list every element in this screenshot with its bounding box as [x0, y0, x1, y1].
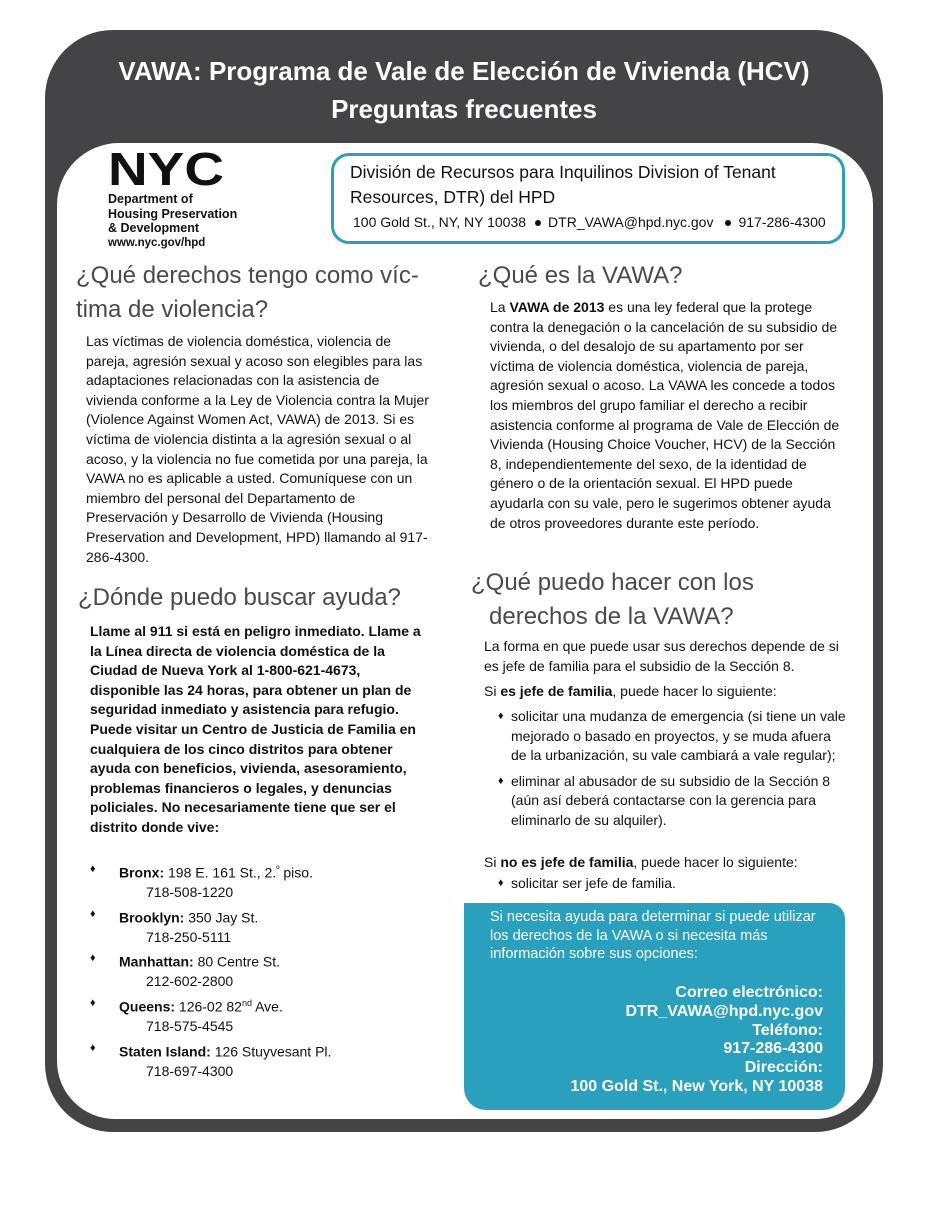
head-of-household-line	[484, 682, 850, 702]
diamond-bullet-icon: ♦	[90, 907, 96, 920]
address-label: Dirección:	[744, 1059, 823, 1077]
office-phone[interactable]: 718-508-1220	[146, 884, 234, 901]
diamond-bullet-icon: ♦	[90, 952, 96, 965]
vawa-body-prefix: La	[490, 299, 510, 315]
office-address: 126-02 82	[178, 998, 242, 1015]
list-item-text: eliminar al abusador de su subsidio de la Sección 8 (aún así deberá contactarse con la gerencia para eliminarlo de su alquiler).	[511, 772, 831, 828]
office-item	[90, 949, 390, 992]
vawa-body	[490, 298, 844, 533]
office-address: 198 E. 161 St., 2.	[168, 864, 277, 881]
office-borough: Brooklyn:	[119, 909, 185, 926]
rights-heading-line-1: ¿Qué derechos tengo como víc-	[76, 262, 419, 289]
office-borough: Manhattan:	[119, 953, 194, 970]
page-title	[45, 52, 883, 128]
contact-callout	[464, 903, 845, 1110]
bullet-dot-icon	[725, 220, 731, 226]
bullet-dot-icon	[535, 220, 541, 226]
vawa-heading: ¿Qué es la VAWA?	[478, 262, 683, 289]
head-of-household-list	[498, 707, 848, 836]
list-item-text: solicitar una mudanza de emergencia (si tiene un vale mejorado o basado en proyectos, y se muda afuera de la urbanización, su vale cambiará a vale regular);	[511, 708, 846, 763]
phone-link[interactable]: 917-286-4300	[723, 1040, 823, 1058]
office-phone[interactable]: 718-697-4300	[146, 1062, 234, 1079]
list-item-text: solicitar ser jefe de familia.	[511, 875, 676, 891]
address-value: 100 Gold St., New York, NY 10038	[570, 1077, 823, 1095]
office-item	[90, 860, 390, 903]
title-line-2: Preguntas frecuentes	[331, 94, 597, 124]
diamond-bullet-icon: ♦	[498, 774, 504, 787]
dtr-address: 100 Gold St., NY, NY 10038	[353, 214, 527, 230]
office-address: 80 Centre St.	[197, 953, 281, 970]
callout-intro: Si necesita ayuda para determinar si puede utilizar los derechos de la VAWA o si necesita más información sobre sus opciones:	[490, 909, 816, 963]
diamond-bullet-icon: ♦	[498, 877, 504, 889]
hpd-logo	[108, 148, 258, 251]
office-phone[interactable]: 718-575-4545	[146, 1018, 234, 1035]
rights-body: Las víctimas de violencia doméstica, violencia de pareja, agresión sexual y acoso son elegibles para las adaptaciones relacionadas con la asistencia de vivienda conforme a la Ley de Violencia contra la Mujer (Violence Against Women Act, VAWA) de 2013. Si es víctima de violencia distinta a la agresión sexual o al acoso, y la violencia no fue cometida por una pareja, la VAWA no es aplicable a usted. Comuníquese con un miembro del personal del Departamento de Preservación y Desarrollo de Vivienda (Housing Preservation and Development, HPD) llamando al 917-286-4300.	[86, 333, 429, 565]
nonhead-suffix: , puede hacer lo siguiente:	[633, 854, 798, 870]
vawa-body-bold: VAWA de 2013	[509, 299, 605, 315]
nonhead-bold: no es jefe de familia	[500, 854, 634, 870]
dtr-phone[interactable]: 917-286-4300	[738, 214, 826, 230]
rights-heading	[76, 259, 419, 327]
actions-intro: La forma en que puede usar sus derechos depende de si es jefe de familia para el subsidio de la Sección 8.	[484, 638, 839, 674]
dtr-contact-line	[353, 214, 826, 230]
office-phone[interactable]: 212-602-2800	[146, 973, 234, 990]
vawa-body-rest: es una ley federal que la protege contra la denegación o la cancelación de su subsidio de vivienda, o del desalojo de su apartamento por ser víctima de violencia doméstica, violencia de pareja, agresión sexual o acoso. La VAWA les concede a todos los miembros del grupo familiar el derecho a recibir asistencia conforme al programa de Vale de Elección de Vivienda (Housing Choice Voucher, HCV) de la Sección 8, independientemente del sexo, de la identidad de género o de la orientación sexual. El HPD puede ayudarla con su vale, pero le sugerimos obtener ayuda de otros proveedores durante este período.	[490, 299, 840, 531]
office-item	[90, 1039, 390, 1082]
office-borough: Staten Island:	[119, 1043, 211, 1060]
office-item	[90, 994, 390, 1037]
office-borough: Bronx:	[119, 864, 165, 881]
logo-line-2: Housing Preservation	[108, 206, 238, 221]
office-phone[interactable]: 718-250-5111	[146, 928, 232, 945]
dtr-name: División de Recursos para Inquilinos Division of Tenant Resources, DTR) del HPD	[350, 162, 776, 207]
diamond-bullet-icon: ♦	[90, 1041, 96, 1054]
office-address-sup: º	[276, 864, 280, 874]
logo-line-1: Department of	[108, 192, 193, 206]
dtr-email[interactable]: DTR_VAWA@hpd.nyc.gov	[548, 214, 714, 230]
callout-contacts	[570, 984, 823, 1097]
diamond-bullet-icon: ♦	[498, 710, 504, 722]
actions-heading	[471, 566, 754, 634]
phone-label: Teléfono:	[752, 1021, 823, 1039]
title-line-1: VAWA: Programa de Vale de Elección de Vivienda (HCV)	[118, 56, 810, 86]
nyc-logo-icon	[108, 148, 226, 188]
diamond-bullet-icon: ♦	[90, 863, 96, 875]
actions-heading-line-2: derechos de la VAWA?	[489, 603, 734, 630]
head-prefix: Si	[484, 683, 501, 699]
dtr-contact-box	[331, 153, 845, 244]
office-address: 126 Stuyvesant Pl.	[214, 1043, 332, 1060]
nonhead-prefix: Si	[484, 854, 501, 870]
office-address-after: Ave.	[251, 998, 283, 1015]
list-item	[498, 772, 848, 831]
diamond-bullet-icon: ♦	[90, 996, 96, 1009]
rights-heading-line-2: tima de violencia?	[76, 296, 269, 323]
office-address-sup: nd	[241, 997, 252, 1008]
office-item	[90, 905, 390, 948]
actions-heading-line-1: ¿Qué puedo hacer con los	[471, 569, 754, 596]
logo-line-3: & Development	[108, 221, 199, 235]
office-address: 350 Jay St.	[188, 909, 259, 926]
non-head-list	[498, 874, 848, 900]
head-suffix: , puede hacer lo siguiente:	[612, 683, 777, 699]
list-item	[498, 707, 848, 766]
help-body: Llame al 911 si está en peligro inmediato. Llame a la Línea directa de violencia doméstica de la Ciudad de Nueva York al 1-800-621-4673, disponible las 24 horas, para obtener un plan de seguridad inmediato y asistencia para refugio. Puede visitar un Centro de Justicia de Familia en cualquiera de los cinco distritos para obtener ayuda con beneficios, vivienda, asesoramiento, problemas financieros o legales, y denuncias policiales. No necesariamente tiene que ser el distrito donde vive:	[90, 623, 421, 835]
help-heading: ¿Dónde puedo buscar ayuda?	[78, 584, 401, 611]
office-borough: Queens:	[119, 998, 176, 1015]
logo-department-text	[108, 192, 258, 236]
email-link[interactable]: DTR_VAWA@hpd.nyc.gov	[625, 1002, 823, 1020]
head-bold: es jefe de familia	[500, 683, 613, 699]
svg-text:NYC: NYC	[108, 148, 224, 188]
email-label: Correo electrónico:	[675, 984, 823, 1001]
office-address-after: piso.	[279, 864, 313, 881]
non-head-line	[484, 853, 850, 873]
list-item	[498, 874, 848, 894]
justice-center-list	[90, 860, 390, 1083]
logo-url[interactable]: www.nyc.gov/hpd	[108, 236, 206, 249]
